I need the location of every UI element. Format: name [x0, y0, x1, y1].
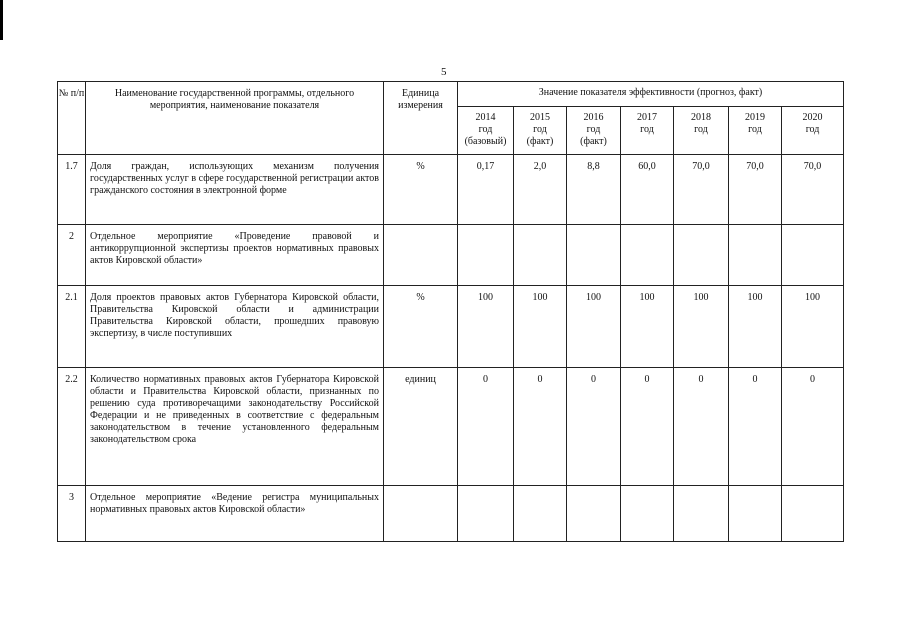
row-value: 0 [782, 368, 844, 486]
table-row [58, 286, 844, 368]
page-number: 5 [441, 66, 447, 78]
row-unit: % [384, 286, 458, 368]
row-value: 100 [567, 286, 621, 368]
row-value: 8,8 [567, 155, 621, 225]
row-value [674, 486, 729, 542]
year-header: 2018 год [674, 107, 729, 155]
table-row [58, 486, 844, 542]
table-row [58, 368, 844, 486]
row-name: Отдельное мероприятие «Проведение правовой и антикоррупционной экспертизы проектов нормативных правовых актов Кировской области» [86, 225, 384, 286]
header-num: № п/п [58, 82, 86, 155]
row-value: 0,17 [458, 155, 514, 225]
row-name: Доля граждан, использующих механизм получения государственных услуг в сфере государственной регистрации актов гражданского состояния в электронной форме [86, 155, 384, 225]
row-value [514, 486, 567, 542]
row-name: Отдельное мероприятие «Ведение регистра муниципальных нормативных правовых актов Кировской области» [86, 486, 384, 542]
row-value [458, 486, 514, 542]
row-num: 2.2 [58, 368, 86, 486]
row-name: Количество нормативных правовых актов Губернатора Кировской области и Правительства Кировской области, признанных по решению суда противоречащими законодательству Российской Федерации и не приведенных в соответствие с федеральным законодательством в течение установленного федеральным законодательством срока [86, 368, 384, 486]
row-value: 0 [567, 368, 621, 486]
row-value [782, 225, 844, 286]
row-value: 100 [782, 286, 844, 368]
row-value: 0 [621, 368, 674, 486]
row-num: 2.1 [58, 286, 86, 368]
row-value: 2,0 [514, 155, 567, 225]
table-row [58, 225, 844, 286]
row-value [621, 486, 674, 542]
row-value: 0 [458, 368, 514, 486]
year-header: 2016 год (факт) [567, 107, 621, 155]
row-value: 60,0 [621, 155, 674, 225]
row-value [729, 486, 782, 542]
row-value: 0 [729, 368, 782, 486]
header-unit: Единица измерения [384, 82, 458, 155]
row-value: 100 [621, 286, 674, 368]
header-name: Наименование государственной программы, отдельного мероприятия, наименование показателя [86, 82, 384, 155]
indicators-table [57, 81, 844, 542]
row-value [458, 225, 514, 286]
table-row [58, 155, 844, 225]
row-value: 70,0 [729, 155, 782, 225]
row-unit [384, 486, 458, 542]
row-name: Доля проектов правовых актов Губернатора Кировской области, Правительства Кировской области и администрации Правительства Кировской области, прошедших правовую экспертизу, в числе поступивших [86, 286, 384, 368]
row-num: 1.7 [58, 155, 86, 225]
row-value: 0 [514, 368, 567, 486]
row-num: 3 [58, 486, 86, 542]
header-values-group: Значение показателя эффективности (прогноз, факт) [458, 82, 844, 107]
row-value: 70,0 [782, 155, 844, 225]
row-value: 100 [729, 286, 782, 368]
row-value: 0 [674, 368, 729, 486]
row-value: 70,0 [674, 155, 729, 225]
row-unit [384, 225, 458, 286]
row-value [567, 486, 621, 542]
scan-edge-mark [0, 0, 3, 40]
year-header: 2019 год [729, 107, 782, 155]
year-header: 2020 год [782, 107, 844, 155]
row-value [729, 225, 782, 286]
year-header: 2015 год (факт) [514, 107, 567, 155]
year-header: 2014 год (базовый) [458, 107, 514, 155]
row-unit: % [384, 155, 458, 225]
row-value: 100 [674, 286, 729, 368]
row-value [567, 225, 621, 286]
row-value [674, 225, 729, 286]
row-num: 2 [58, 225, 86, 286]
row-value [621, 225, 674, 286]
row-value [782, 486, 844, 542]
year-header: 2017 год [621, 107, 674, 155]
row-value: 100 [514, 286, 567, 368]
row-unit: единиц [384, 368, 458, 486]
header-row-top [58, 82, 844, 107]
row-value: 100 [458, 286, 514, 368]
row-value [514, 225, 567, 286]
